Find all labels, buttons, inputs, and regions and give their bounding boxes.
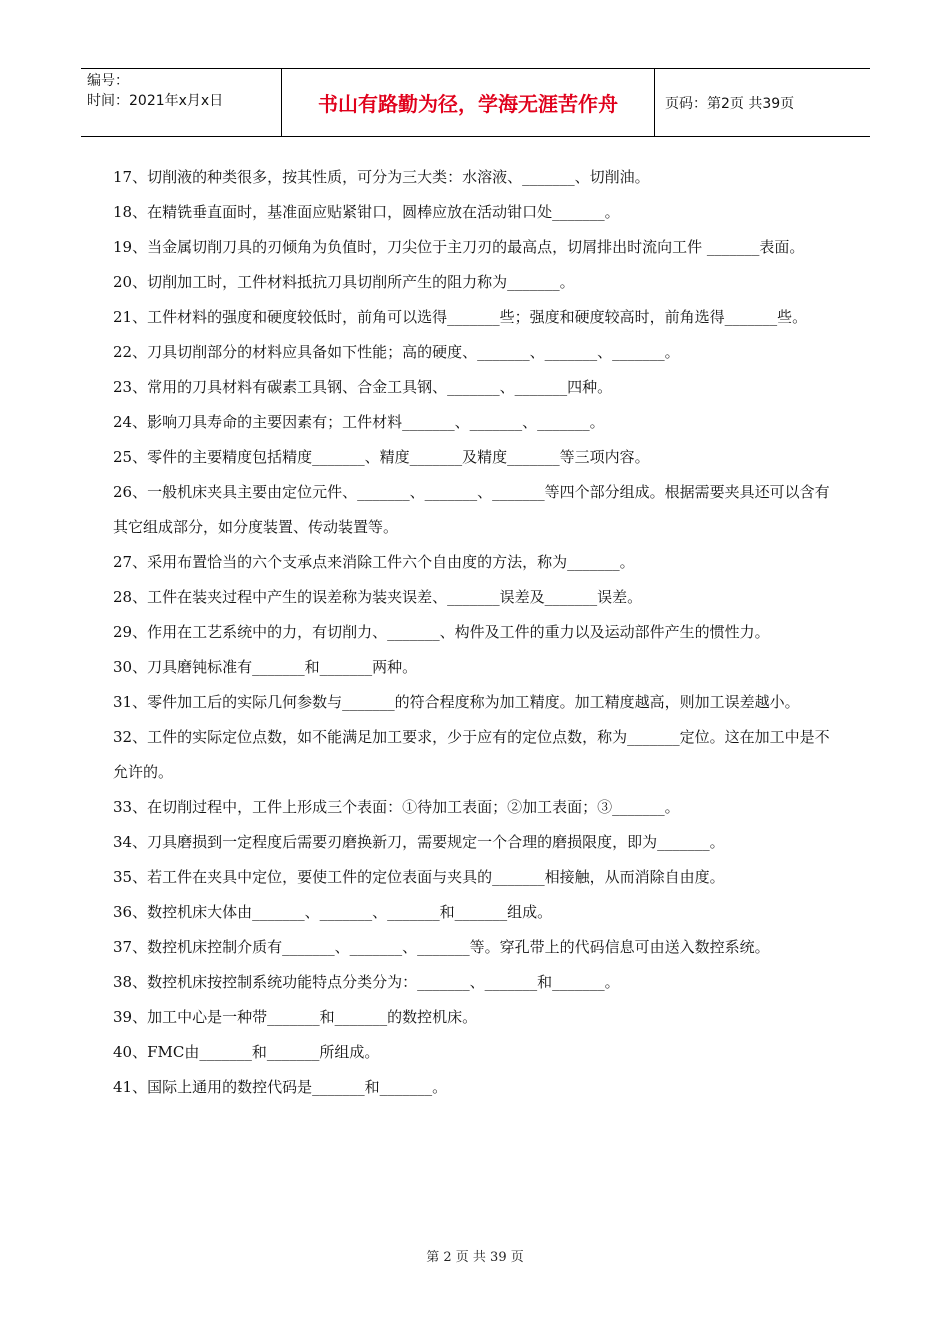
question-item: 31、零件加工后的实际几何参数与_______的符合程度称为加工精度。加工精度越高，则加工误差越小。 (113, 693, 800, 711)
question-item: 40、FMC由_______和_______所组成。 (113, 1043, 380, 1061)
question-item: 41、国际上通用的数控代码是_______和_______。 (113, 1078, 448, 1096)
header-motto: 书山有路勤为径，学海无涯苦作舟 (281, 69, 655, 136)
question-item: 36、数控机床大体由_______、_______、_______和_______组成。 (113, 903, 553, 921)
question-item: 28、工件在装夹过程中产生的误差称为装夹误差、_______误差及_______误差。 (113, 588, 643, 606)
question-item: 18、在精铣垂直面时，基准面应贴紧钳口，圆棒应放在活动钳口处_______。 (113, 203, 620, 221)
question-item: 25、零件的主要精度包括精度_______、精度_______及精度_______等三项内容。 (113, 448, 650, 466)
question-item: 32、工件的实际定位点数，如不能满足加工要求，少于应有的定位点数，称为_______定位。这在加工中是不允许的。 (113, 728, 830, 781)
question-item: 23、常用的刀具材料有碳素工具钢、合金工具钢、_______、_______四种。 (113, 378, 613, 396)
question-item: 30、刀具磨钝标准有_______和_______两种。 (113, 658, 418, 676)
question-item: 34、刀具磨损到一定程度后需要刃磨换新刀，需要规定一个合理的磨损限度，即为_______。 (113, 833, 725, 851)
question-list (113, 160, 838, 1105)
question-item: 35、若工件在夹具中定位，要使工件的定位表面与夹具的_______相接触，从而消除自由度。 (113, 868, 725, 886)
question-item: 27、采用布置恰当的六个支承点来消除工件六个自由度的方法，称为_______。 (113, 553, 635, 571)
question-item: 26、一般机床夹具主要由定位元件、_______、_______、_______等四个部分组成。根据需要夹具还可以含有其它组成部分，如分度装置、传动装置等。 (113, 483, 830, 536)
question-item: 33、在切削过程中，工件上形成三个表面：①待加工表面；②加工表面；③_______。 (113, 798, 680, 816)
page-header (81, 68, 870, 137)
header-page-info: 页码：第2页 共39页 (665, 95, 795, 112)
page-footer: 第 2 页 共 39 页 (426, 1250, 524, 1265)
question-item: 38、数控机床按控制系统功能特点分类分为：_______、_______和_______。 (113, 973, 620, 991)
number-label: 编号： (87, 73, 129, 89)
time-label: 时间：2021年x月x日 (87, 93, 224, 109)
header-meta (81, 69, 281, 136)
question-item: 24、影响刀具寿命的主要因素有；工件材料_______、_______、_______。 (113, 413, 605, 431)
question-item: 19、当金属切削刀具的刃倾角为负值时，刀尖位于主刀刃的最高点，切屑排出时流向工件 _______表面。 (113, 238, 805, 256)
question-item: 20、切削加工时，工件材料抵抗刀具切削所产生的阻力称为_______。 (113, 273, 575, 291)
question-item: 17、切削液的种类很多，按其性质，可分为三大类：水溶液、_______、切削油。 (113, 168, 650, 186)
question-item: 22、刀具切削部分的材料应具备如下性能；高的硬度、_______、_______、_______。 (113, 343, 680, 361)
question-item: 21、工件材料的强度和硬度较低时，前角可以选得_______些；强度和硬度较高时，前角选得_______些。 (113, 308, 808, 326)
question-item: 37、数控机床控制介质有_______、_______、_______等。穿孔带上的代码信息可由送入数控系统。 (113, 938, 770, 956)
question-item: 39、加工中心是一种带_______和_______的数控机床。 (113, 1008, 478, 1026)
question-item: 29、作用在工艺系统中的力，有切削力、_______、构件及工件的重力以及运动部件产生的惯性力。 (113, 623, 770, 641)
